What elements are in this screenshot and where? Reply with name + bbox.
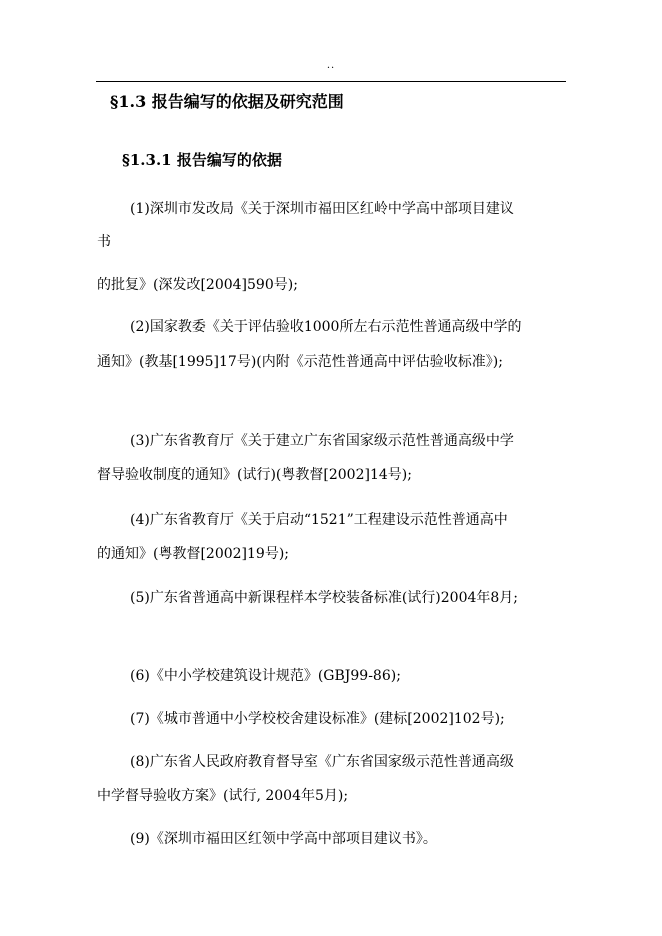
reference-item-4-line-1: (4)广东省教育厅《关于启动“1521”工程建设示范性普通高中 [130, 512, 508, 528]
reference-item-2-line-1: (2)国家教委《关于评估验收1000所左右示范性普通高级中学的 [130, 319, 522, 335]
reference-item-2-line-2: 通知》(教基[1995]17号)(内附《示范性普通高中评估验收标准》); [97, 354, 503, 370]
reference-item-7: (7)《城市普通中小学校校舍建设标准》(建标[2002]102号); [130, 711, 505, 727]
reference-item-5: (5)广东省普通高中新课程样本学校装备标准(试行)2004年8月; [130, 590, 519, 606]
reference-item-1-line-1: (1)深圳市发改局《关于深圳市福田区红岭中学高中部项目建议 [130, 201, 514, 217]
subsection-heading: §1.3.1 报告编写的依据 [122, 151, 282, 169]
reference-item-3-line-1: (3)广东省教育厅《关于建立广东省国家级示范性普通高级中学 [130, 433, 514, 449]
reference-item-6: (6)《中小学校建筑设计规范》(GBJ99-86); [130, 668, 401, 684]
page-header [0, 0, 662, 84]
reference-item-1-line-2: 书 [97, 234, 111, 250]
header-mark: .. [326, 60, 336, 71]
section-heading: §1.3 报告编写的依据及研究范围 [110, 92, 344, 111]
header-rule [96, 81, 566, 82]
reference-item-1-line-3: 的批复》(深发改[2004]590号); [97, 277, 298, 293]
reference-item-8-line-2: 中学督导验收方案》(试行, 2004年5月); [97, 788, 349, 804]
reference-item-4-line-2: 的通知》(粤教督[2002]19号); [97, 546, 290, 562]
reference-item-8-line-1: (8)广东省人民政府教育督导室《广东省国家级示范性普通高级 [130, 754, 514, 770]
reference-item-3-line-2: 督导验收制度的通知》(试行)(粤教督[2002]14号); [97, 467, 412, 483]
reference-item-9: (9)《深圳市福田区红领中学高中部项目建议书》。 [130, 831, 437, 847]
